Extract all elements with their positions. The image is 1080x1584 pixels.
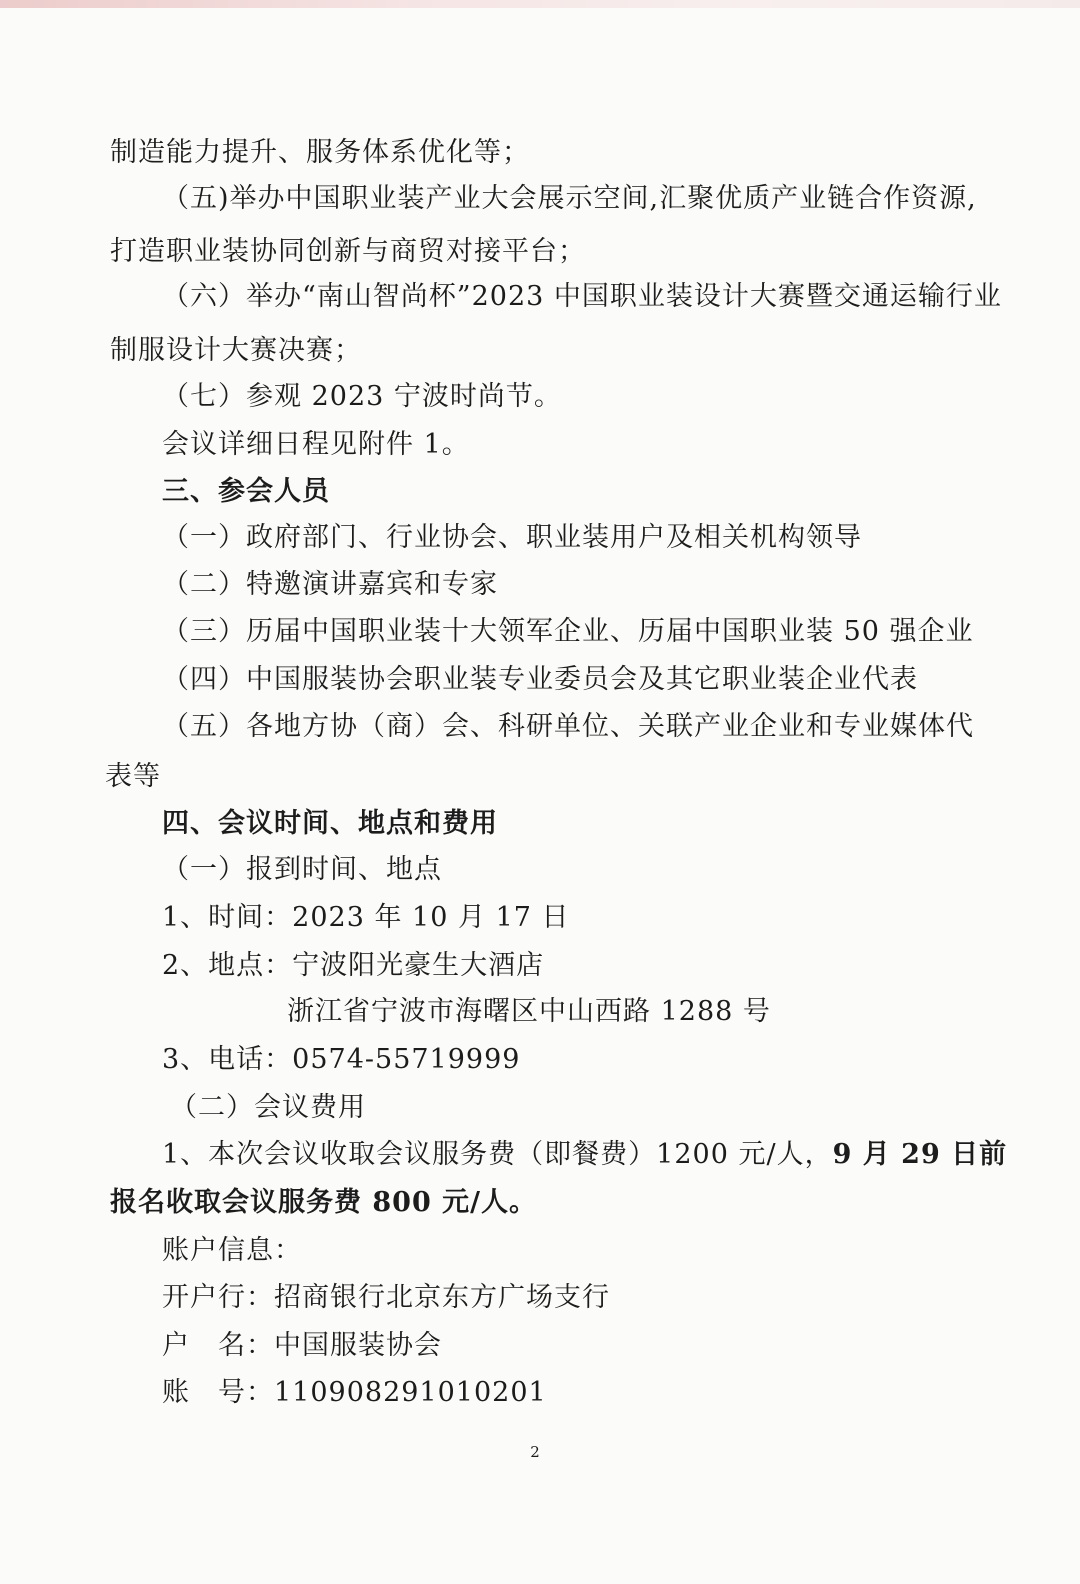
section-heading-time-place-fees: 四、会议时间、地点和费用 [162,808,498,839]
early-fee: 报名收取会议服务费 800 元/人。 [110,1187,538,1218]
list-item-7: （七）参观 2023 宁波时尚节。 [162,381,562,412]
checkin-place: 2、地点：宁波阳光豪生大酒店 [162,950,545,981]
bank-name: 开户行：招商银行北京东方广场支行 [162,1282,610,1313]
page-number: 2 [530,1443,540,1461]
participant-item: （三）历届中国职业装十大领军企业、历届中国职业装 50 强企业 [162,616,974,647]
participant-item: （一）政府部门、行业协会、职业装用户及相关机构领导 [162,522,862,553]
subsection-heading: （二）会议费用 [170,1092,366,1123]
text-line: 制造能力提升、服务体系优化等； [110,137,530,168]
text-line: 表等 [105,761,161,792]
section-heading-participants: 三、参会人员 [162,476,330,507]
contact-phone: 3、电话：0574-55719999 [162,1044,521,1075]
fee-text: 1、本次会议收取会议服务费（即餐费）1200 元/人， [162,1139,833,1170]
account-info-label: 账户信息： [162,1235,302,1266]
list-item-5: （五)举办中国职业装产业大会展示空间,汇聚优质产业链合作资源, [162,183,977,214]
text-line: 打造职业装协同创新与商贸对接平台； [110,236,586,267]
list-item-6: （六）举办“南山智尚杯”2023 中国职业装设计大赛暨交通运输行业 [162,281,1002,312]
participant-item: （四）中国服装协会职业装专业委员会及其它职业装企业代表 [162,664,918,695]
schedule-note: 会议详细日程见附件 1。 [162,429,470,460]
participant-item: （五）各地方协（商）会、科研单位、关联产业企业和专业媒体代 [162,711,974,742]
checkin-address: 浙江省宁波市海曙区中山西路 1288 号 [287,996,771,1027]
subsection-heading: （一）报到时间、地点 [162,854,442,885]
account-number: 账 号：110908291010201 [162,1377,547,1408]
account-name: 户 名：中国服装协会 [162,1330,442,1361]
fee-line [162,1138,1007,1172]
text-line: 制服设计大赛决赛； [110,335,362,366]
participant-item: （二）特邀演讲嘉宾和专家 [162,569,498,600]
checkin-time: 1、时间：2023 年 10 月 17 日 [162,902,570,933]
fee-deadline: 9 月 29 日前 [832,1139,1008,1170]
